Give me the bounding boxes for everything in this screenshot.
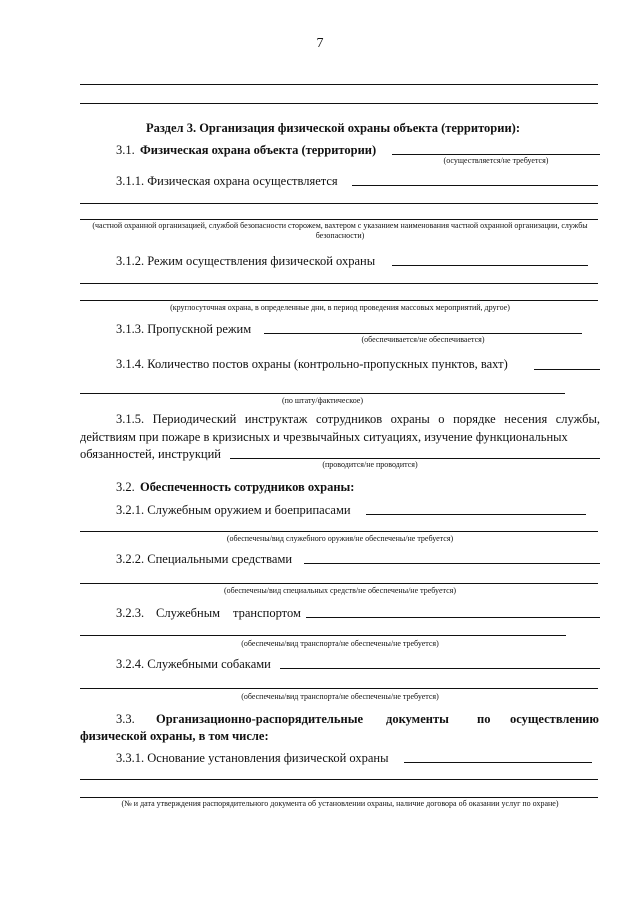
caption-3-1-5: (проводится/не проводится) [322,460,418,469]
caption-3-1-1: (частной охранной организацией, службой безопасности сторожем, вахтером с указанием наименования частной охранной организации, службы безопасности) [92,221,588,240]
answer-line-3-1-2[interactable] [392,265,588,266]
item-3-3-line2: физической охраны, в том числе: [80,729,269,743]
answer-line-3-3-1[interactable] [404,762,592,763]
blank-line [80,779,598,780]
item-3-3-word1: Организационно-распорядительные [156,712,364,726]
caption-3-3-1: (№ и дата утверждения распорядительного документа об установлении охраны, наличие договора об оказании услуг по охране) [121,799,559,808]
page-number: 7 [316,36,324,51]
blank-line [80,103,598,104]
item-3-2-label: Обеспеченность сотрудников охраны: [140,480,355,494]
blank-line [80,219,598,220]
item-3-1-2-label: 3.1.2. Режим осуществления физической охраны [116,254,376,268]
item-3-3-word2: документы [386,712,449,726]
item-3-3-number: 3.3. [116,712,135,726]
item-3-2-3-word1: Служебным [156,606,221,620]
caption-3-2-1: (обеспечены/вид служебного оружия/не обеспечены/не требуется) [226,534,454,543]
caption-3-1-3: (обеспечивается/не обеспечивается) [361,335,485,344]
item-3-2-2-label: 3.2.2. Специальными средствами [116,552,293,566]
answer-line-3-1-1[interactable] [352,185,598,186]
item-3-2-number: 3.2. [116,480,135,494]
answer-line-3-1-4[interactable] [534,369,600,370]
blank-line [80,635,566,636]
answer-line-3-1-3[interactable] [264,333,582,334]
item-3-1-1-label: 3.1.1. Физическая охрана осуществляется [116,174,338,188]
answer-line-3-1-4-cont[interactable] [80,393,565,394]
section-title: Раздел 3. Организация физической охраны объекта (территории): [146,121,520,135]
item-3-3-1-label: 3.3.1. Основание установления физической охраны [116,751,389,765]
caption-3-2-2: (обеспечены/вид специальных средств/не обеспечены/не требуется) [224,586,456,595]
item-3-1-4-label: 3.1.4. Количество постов охраны (контрольно-пропускных пунктов, вахт) [116,357,508,371]
answer-line-3-2-2[interactable] [304,563,600,564]
item-3-2-3-word2: транспортом [233,606,301,620]
caption-3-2-3: (обеспечены/вид транспорта/не обеспечены/не требуется) [241,639,439,648]
answer-line-3-1-5[interactable] [230,458,600,459]
item-3-1-label: Физическая охрана объекта (территории) [140,143,377,157]
blank-line [80,283,598,284]
item-3-3-word3: по [477,712,491,726]
item-3-3-word4: осуществлению [510,712,599,726]
caption-3-2-4: (обеспечены/вид транспорта/не обеспечены/не требуется) [241,692,439,701]
item-3-1-3-label: 3.1.3. Пропускной режим [116,322,252,336]
item-3-1-5-last: обязанностей, инструкций [80,447,221,461]
item-3-2-1-label: 3.2.1. Служебным оружием и боеприпасами [116,503,351,517]
blank-line [80,583,598,584]
caption-3-1: (осуществляется/не требуется) [443,156,549,165]
blank-line [80,797,598,798]
answer-line-3-2-3[interactable] [306,617,600,618]
blank-line [80,84,598,85]
blank-line [80,688,598,689]
item-3-2-3-number: 3.2.3. [116,606,145,620]
answer-line-3-2-1[interactable] [366,514,586,515]
item-3-2-4-label: 3.2.4. Служебными собаками [116,657,271,671]
blank-line [80,203,598,204]
answer-line-3-1[interactable] [392,154,600,155]
caption-3-1-4: (по штату/фактическое) [281,396,364,405]
item-3-1-number: 3.1. [116,143,135,157]
blank-line [80,300,598,301]
answer-line-3-2-4[interactable] [280,668,600,669]
item-3-1-5-text: 3.1.5. Периодический инструктаж сотрудников охраны о порядке несения службы, действиям при пожаре в кризисных и чрезвычайных ситуациях, изучение функциональных [80,412,600,444]
blank-line [80,531,598,532]
caption-3-1-2: (круглосуточная охрана, в определенные дни, в период проведения массовых мероприятий, другое) [170,303,510,312]
